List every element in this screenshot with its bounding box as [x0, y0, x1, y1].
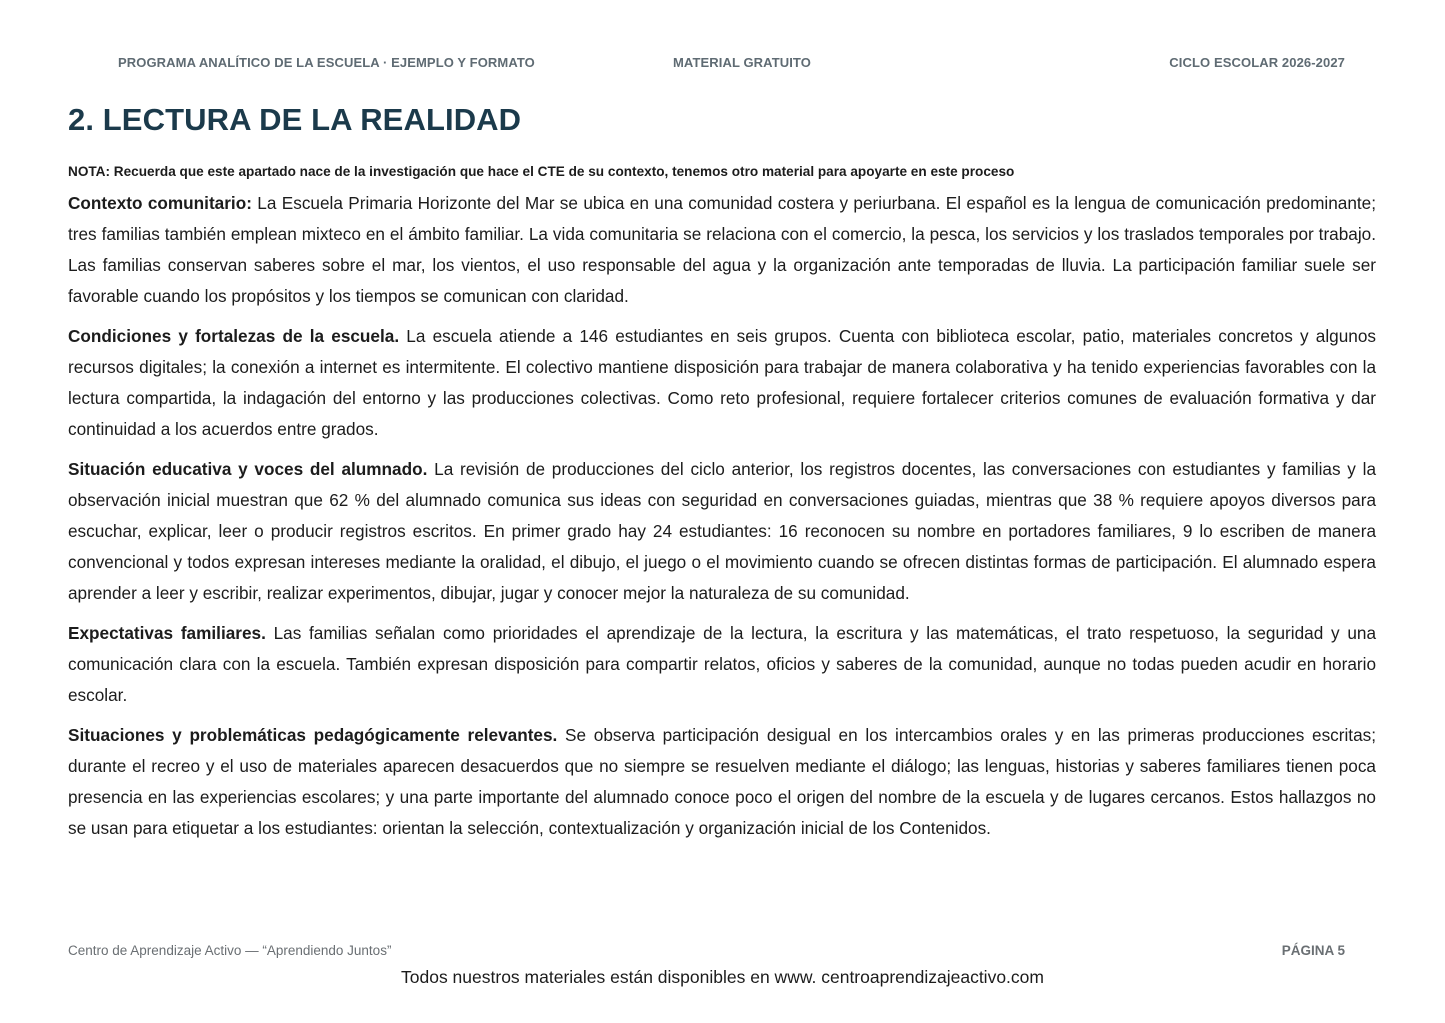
paragraph-text: La revisión de producciones del ciclo anterior, los registros docentes, las conversaciones con estudiantes y familias y la observación inicial muestran que 62 % del alumnado comunica sus ideas con seguridad en conversaciones guiadas, mientras que 38 % requiere apoyos diversos para escuchar, explicar, leer o producir registros escritos. En primer grado hay 24 estudiantes: 16 reconocen su nombre en portadores familiares, 9 lo escriben de manera convencional y todos expresan intereses mediante la oralidad, el dibujo, el juego o el movimiento cuando se ofrecen distintas formas de participación. El alumnado espera aprender a leer y escribir, realizar experimentos, dibujar, jugar y conocer mejor la naturaleza de su comunidad.	[68, 459, 1377, 603]
section-body	[68, 188, 1376, 853]
header-program-title: PROGRAMA ANALÍTICO DE LA ESCUELA · EJEMPLO Y FORMATO	[118, 55, 535, 70]
paragraph-student-voices	[68, 454, 1376, 609]
note-text: NOTA: Recuerda que este apartado nace de la investigación que hace el CTE de su contexto, tenemos otro material para apoyarte en este proceso	[68, 164, 1015, 179]
paragraph-text: Se observa participación desigual en los intercambios orales y en las primeras producciones escritas; durante el recreo y el uso de materiales aparecen desacuerdos que no siempre se resuelven mediante el diálogo; las lenguas, historias y saberes familiares tienen poca presencia en las experiencias escolares; y una parte importante del alumnado conoce poco el origen del nombre de la escuela y de lugares cercanos. Estos hallazgos no se usan para etiquetar a los estudiantes: orientan la selección, contextualización y organización inicial de los Contenidos.	[68, 725, 1376, 838]
page-header	[0, 55, 1445, 73]
footer-website-note: Todos nuestros materiales están disponibles en www. centroaprendizajeactivo.com	[401, 967, 1044, 987]
paragraph-community-context	[68, 188, 1376, 312]
footer-page-number: PÁGINA 5	[1281, 943, 1345, 958]
header-free-material: MATERIAL GRATUITO	[673, 55, 811, 70]
footer-organization: Centro de Aprendizaje Activo — “Aprendiendo Juntos”	[68, 943, 392, 958]
header-school-year: CICLO ESCOLAR 2026-2027	[1169, 55, 1345, 70]
section-title: 2. LECTURA DE LA REALIDAD	[68, 102, 522, 137]
paragraph-school-conditions	[68, 321, 1376, 445]
paragraph-heading: Situaciones y problemáticas pedagógicamente relevantes.	[68, 725, 558, 745]
paragraph-family-expectations	[68, 618, 1376, 711]
paragraph-heading: Contexto comunitario:	[68, 193, 252, 213]
paragraph-text: La Escuela Primaria Horizonte del Mar se ubica en una comunidad costera y periurbana. El español es la lengua de comunicación predominante; tres familias también emplean mixteco en el ámbito familiar. La vida comunitaria se relaciona con el comercio, la pesca, los servicios y los traslados temporales por trabajo. Las familias conservan saberes sobre el mar, los vientos, el uso responsable del agua y la organización ante temporadas de lluvia. La participación familiar suele ser favorable cuando los propósitos y los tiempos se comunican con claridad.	[68, 193, 1376, 306]
paragraph-heading: Situación educativa y voces del alumnado.	[68, 459, 428, 479]
paragraph-text: Las familias señalan como prioridades el aprendizaje de la lectura, la escritura y las matemáticas, el trato respetuoso, la seguridad y una comunicación clara con la escuela. También expresan disposición para compartir relatos, oficios y saberes de la comunidad, aunque no todas pueden acudir en horario escolar.	[68, 623, 1376, 705]
paragraph-heading: Condiciones y fortalezas de la escuela.	[68, 326, 400, 346]
paragraph-text: La escuela atiende a 146 estudiantes en seis grupos. Cuenta con biblioteca escolar, patio, materiales concretos y algunos recursos digitales; la conexión a internet es intermitente. El colectivo mantiene disposición para trabajar de manera colaborativa y ha tenido experiencias favorables con la lectura compartida, la indagación del entorno y las producciones colectivas. Como reto profesional, requiere fortalecer criterios comunes de evaluación formativa y dar continuidad a los acuerdos entre grados.	[68, 326, 1376, 439]
paragraph-pedagogical-issues	[68, 720, 1376, 844]
paragraph-heading: Expectativas familiares.	[68, 623, 266, 643]
